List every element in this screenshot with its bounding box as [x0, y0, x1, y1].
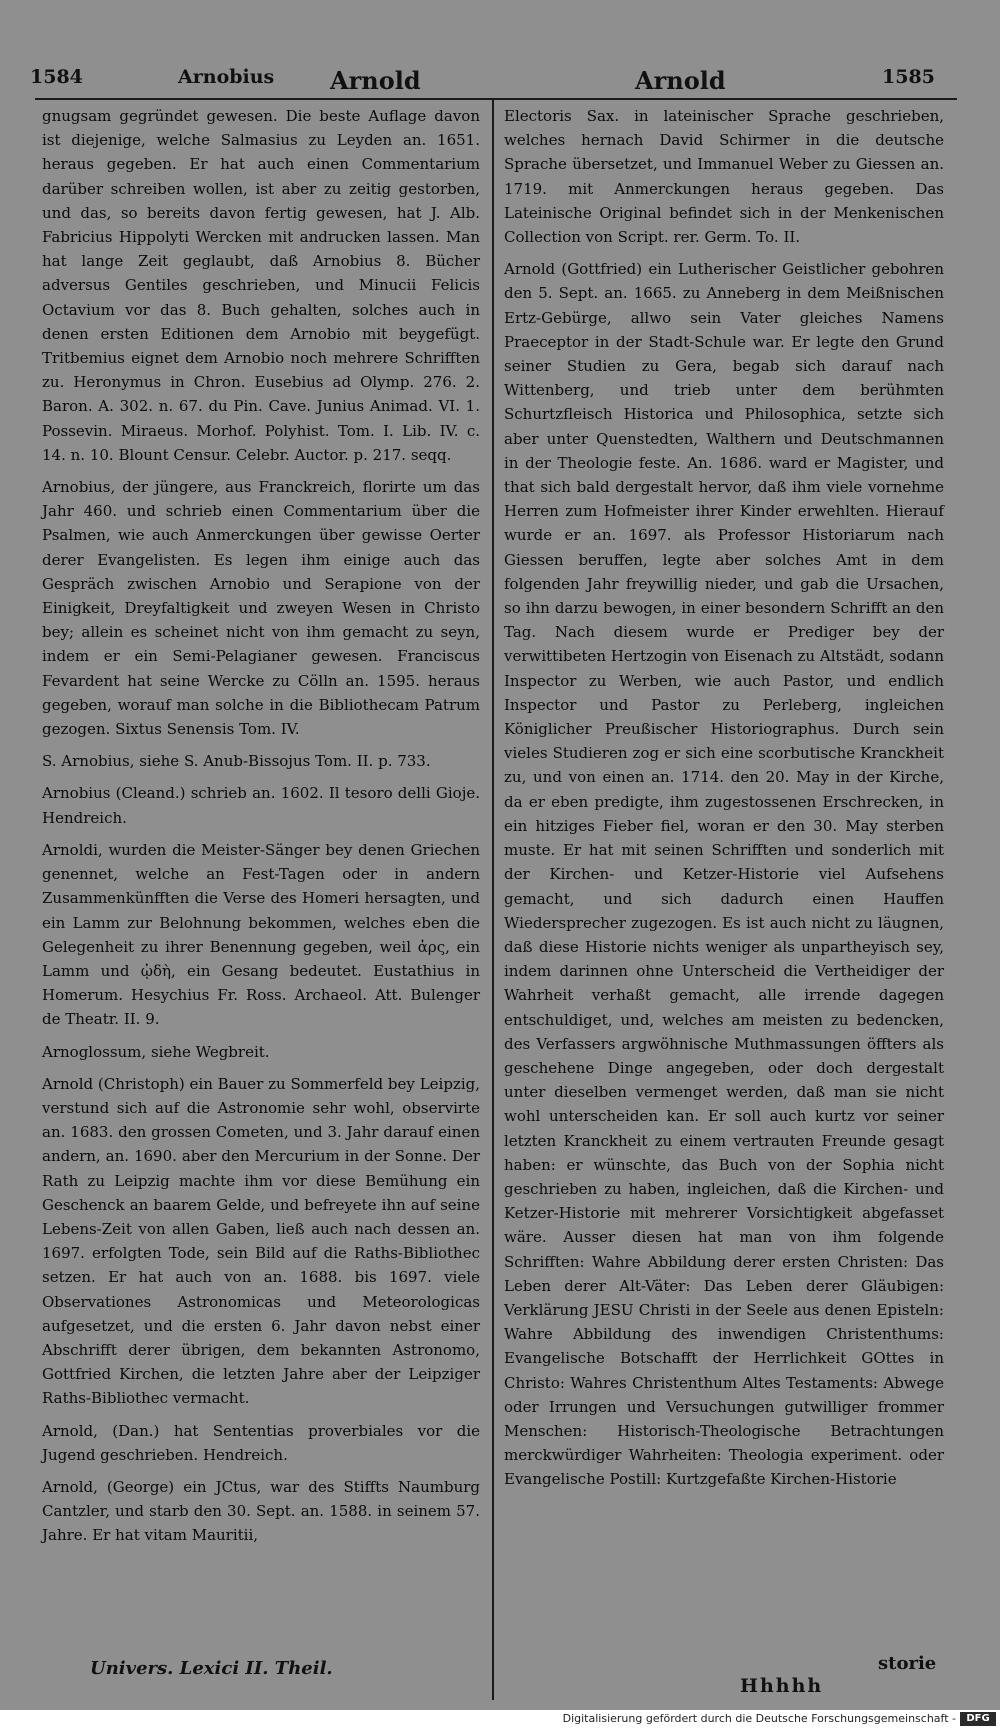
entry-arnoglossum: Arnoglossum, siehe Wegbreit. — [42, 1042, 270, 1061]
page-number-left: 1584 — [30, 66, 83, 88]
entry-arnold-gottfried: Arnold (Gottfried) ein Lutherischer Geistlicher gebohren den 5. Sept. an. 1665. zu Anneberg in dem Meißnischen Ertz-Gebürge, allwo sein Vater gleiches Namens Praeceptor in der Stadt-Schule war. Er legte den Grund seiner Studien zu Gera, begab sich darauf nach Wittenberg, und trieb unter dem berühmten Schurtzfleisch Historica und Philosophica, setzte sich aber unter Quenstedten, Walthern und Deutschmannen in der Theologie feste. An. 1686. ward er Magister, und that sich bald dergestalt hervor, daß ihm viele vornehme Herren zum Hofmeister ihrer Kinder erwehlten. Hierauf wurde er an. 1697. als Professor Historiarum nach Giessen beruffen, legte aber solches Amt in dem folgenden Jahr freywillig nieder, und gab die Ursachen, so ihn darzu bewogen, in einer besondern Schrifft an den Tag. Nach diesem wurde er Prediger bey der verwittibeten Hertzogin von Eisenach zu Altstädt, sodann Inspector zu Werben, wie auch Pastor, und endlich Inspector und Pastor zu Perleberg, ingleichen Königlicher Preußischer Historiographus. Durch sein vieles Studieren zog er sich eine scorbutische Kranckheit zu, und von einen an. 1714. den 20. May in der Kirche, da er eben predigte, ihm zugestossenen Erschrecken, in ein hitziges Fieber fiel, woran er den 30. May sterben muste. Er hat mit seinen Schrifften und sonderlich mit der Kirchen- und Ketzer-Historie viel Aufsehens gemacht, und sich dadurch einen Hauffen Wiedersprecher zugezogen. Es ist auch nicht zu läugnen, daß diese Historie nichts weniger als unpartheyisch sey, indem darinnen ohne Unterscheid die Vertheidiger der Wahrheit verhaßt gemacht, alle irrende dagegen entschuldiget, und, welches am meisten zu bedencken, des Verfassers argwöhnische Muthmassungen öffters als geschehene Dinge angegeben, oder doch dergestalt unter dieselben vermenget werden, daß man sie nicht wohl unterscheiden kan. Er soll auch kurtz vor seiner letzten Kranckheit zu einem vertrauten Freunde gesagt haben: er wünschte, das Buch von der Sophia nicht geschrieben zu haben, ingleichen, daß die Kirchen- und Ketzer-Historie mit mehrerer Vorsichtigkeit abgefasset wäre. Ausser diesen hat man von ihm folgende Schrifften: Wahre Abbildung derer ersten Christen: Das Leben derer Alt-Väter: Das Leben derer Gläubigen: Verklärung JESU Christi in der Seele aus denen Episteln: Wahre Abbildung des inwendigen Christenthums: Evangelische Botschafft der Herrlichkeit GOttes in Christo: Wahres Christenthum Altes Testaments: Abwege oder Irrungen und Versuchungen gutwilliger frommer Menschen: Historisch-Theologische Betrachtungen merckwürdiger Wahrheiten: Theologia experiment. oder Evangelische Postill: Kurtzgefaßte Kirchen-Historie — [504, 260, 944, 1489]
banner-text: Digitalisierung gefördert durch die Deutsche Forschungsgemeinschaft - — [562, 1712, 956, 1725]
column-separator — [492, 100, 494, 1700]
left-column — [42, 104, 480, 1552]
entry-arnold-george: Arnold, (George) ein JCtus, war des Stiffts Naumburg Cantzler, und starb den 30. Sept. an. 1588. in seinem 57. Jahre. Er hat vitam Mauritii, — [42, 1477, 480, 1545]
headword-left: Arnold — [330, 66, 421, 95]
header-word-left: Arnobius — [178, 66, 275, 88]
paragraph-george-continuation: Electoris Sax. in lateinischer Sprache geschrieben, welches hernach David Schirmer in die deutsche Sprache übersetzet, und Immanuel Weber zu Giessen an. 1719. mit Anmerckungen heraus gegeben. Das Lateinische Original befindet sich in der Menkenischen Collection von Script. rer. Germ. To. II. — [504, 107, 944, 247]
dfg-banner — [0, 1710, 1000, 1729]
catchword-right: storie — [878, 1653, 937, 1674]
entry-arnobius-junior: Arnobius, der jüngere, aus Franckreich, florirte um das Jahr 460. und schrieb einen Commentarium über die Psalmen, wie auch Anmerckungen über gewisse Oerter derer Evangelisten. Es legen ihm einige auch das Gespräch zwischen Arnobio und Serapione von der Einigkeit, Dreyfaltigkeit und zweyen Wesen in Christo bey; allein es scheinet nicht von ihm gemacht zu seyn, indem er ein Semi-Pelagianer gewesen. Franciscus Fevardent hat seine Wercke zu Cölln an. 1595. heraus gegeben, worauf man solche in die Bibliothecam Patrum gezogen. Sixtus Senensis Tom. IV. — [42, 478, 480, 739]
header-rule — [35, 98, 957, 100]
headword-right: Arnold — [635, 66, 726, 95]
entry-arnold-christoph: Arnold (Christoph) ein Bauer zu Sommerfeld bey Leipzig, verstund sich auf die Astronomie sehr wohl, observirte an. 1683. den grossen Cometen, und 3. Jahr darauf einen andern, an. 1690. aber den Mercurium in der Sonne. Der Rath zu Leipzig machte ihm vor diese Bemühung ein Geschenck an baarem Gelde, und befreyete ihn auf seine Lebens-Zeit von allen Gaben, ließ auch nach dessen an. 1697. erfolgten Tode, sein Bild auf die Raths-Bibliothec setzen. Er hat auch von an. 1688. bis 1697. viele Observationes Astronomicas und Meteorologicas aufgesetzet, und die ersten 6. Jahr davon nebst einer Abschrifft derer übrigen, dem bekannten Astronomo, Gottfried Kirchen, die letzten Jahre aber der Leipziger Raths-Bibliothec vermacht. — [42, 1074, 480, 1408]
running-head — [30, 66, 955, 94]
page-number-right: 1585 — [882, 66, 935, 88]
entry-s-arnobius: S. Arnobius, siehe S. Anub-Bissojus Tom. II. p. 733. — [42, 752, 431, 771]
signature-mark: Hhhhh — [740, 1675, 824, 1697]
entry-arnoldi: Arnoldi, wurden die Meister-Sänger bey denen Griechen genennet, welche an Fest-Tagen oder in andern Zusammenkünfften die Verse des Homeri hersagten, und ein Lamm zur Belohnung bekommen, welches eben die Gelegenheit zu ihrer Benennung gegeben, weil ἀρς, ein Lamm und ᾠδὴ, ein Gesang bedeutet. Eustathius in Homerum. Hesychius Fr. Ross. Archaeol. Att. Bulenger de Theatr. II. 9. — [42, 840, 480, 1029]
catchword-left: Univers. Lexici II. Theil. — [90, 1658, 333, 1679]
entry-arnold-dan: Arnold, (Dan.) hat Sententias proverbiales vor die Jugend geschrieben. Hendreich. — [42, 1421, 480, 1464]
entry-arnobius-cleand: Arnobius (Cleand.) schrieb an. 1602. Il tesoro delli Gioje. Hendreich. — [42, 784, 480, 827]
paragraph-arnobius-continuation: gnugsam gegründet gewesen. Die beste Auflage davon ist diejenige, welche Salmasius zu Leyden an. 1651. heraus gegeben. Er hat auch einen Commentarium darüber schreiben wollen, ist aber zu zeitig gestorben, und das, so bereits davon fertig gewesen, hat J. Alb. Fabricius Hippolyti Wercken mit andrucken lassen. Man hat lange Zeit geglaubt, daß Arnobius 8. Bücher adversus Gentiles geschrieben, und Minucii Felicis Octavium vor das 8. Buch gehalten, solches auch in denen ersten Editionen dem Arnobio mit beygefügt. Tritbemius eignet dem Arnobio noch mehrere Schrifften zu. Heronymus in Chron. Eusebius ad Olymp. 276. 2. Baron. A. 302. n. 67. du Pin. Cave. Junius Animad. VI. 1. Possevin. Miraeus. Morhof. Polyhist. Tom. I. Lib. IV. c. 14. n. 10. Blount Censur. Celebr. Auctor. p. 217. seqq. — [42, 107, 480, 464]
dfg-logo: DFG — [960, 1712, 996, 1726]
right-column — [504, 104, 944, 1496]
